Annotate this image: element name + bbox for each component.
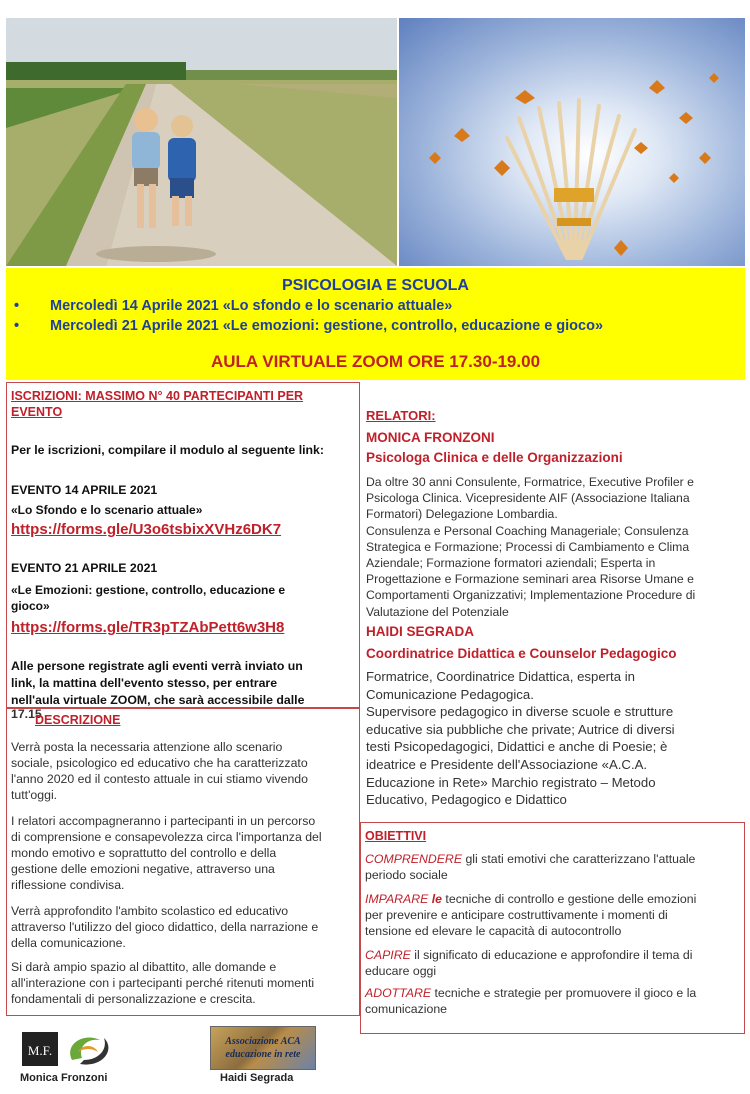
objective-2 xyxy=(365,891,743,939)
description-line: Verrà posta la necessaria attenzione allo scenario xyxy=(11,740,283,754)
event1-label: EVENTO 14 APRILE 2021 xyxy=(11,483,158,497)
objective-4 xyxy=(365,985,743,1017)
speaker1-bio-line: Formatori) Delegazione Lombardia. xyxy=(366,507,558,522)
description-paragraph-3 xyxy=(11,903,357,951)
mf-logo-text: M.F. xyxy=(27,1043,53,1058)
speaker1-bio-line: Aziendale; Formazione formatori aziendali; Esperta in xyxy=(366,556,656,571)
objective-2-key2: le xyxy=(428,892,443,906)
registration-title-line2: EVENTO xyxy=(11,405,63,419)
event2-title-line1: «Le Emozioni: gestione, controllo, educazione e xyxy=(11,583,286,597)
objective-2-key: IMPARARE xyxy=(365,892,429,906)
description-line: Verrà approfondito l'ambito scolastico ed educativo xyxy=(11,904,289,918)
description-title: DESCRIZIONE xyxy=(35,713,121,727)
speakers-title: RELATORI: xyxy=(366,408,436,423)
speaker2-role: Coordinatrice Didattica e Counselor Pedagogico xyxy=(366,646,677,661)
speaker2-name: HAIDI SEGRADA xyxy=(366,624,475,639)
banner-title: PSICOLOGIA E SCUOLA xyxy=(282,277,469,294)
banner-event-2 xyxy=(14,318,603,334)
objective-1 xyxy=(365,851,743,883)
registration-note-line1: Alle persone registrate agli eventi verrà inviato un xyxy=(11,659,303,673)
speaker2-bio xyxy=(366,668,742,809)
aca-logo-line1: Associazione ACA xyxy=(225,1036,301,1047)
speaker1-bio-line: Comportamenti Organizzativi; Implementazione Procedure di xyxy=(366,588,696,603)
speaker1-bio-line: Valutazione del Potenziale xyxy=(366,604,509,619)
objective-1-key: COMPRENDERE xyxy=(365,852,463,866)
event2-label: EVENTO 21 APRILE 2021 xyxy=(11,561,158,575)
description-line: fondamentali di personalizzazione e crescita. xyxy=(11,992,256,1006)
objective-4-text: comunicazione xyxy=(365,1002,448,1016)
description-line: di comprensione e consapevolezza circa l'importanza del xyxy=(11,830,322,844)
speaker2-bio-line: Formatrice, Coordinatrice Didattica, esperta in xyxy=(366,669,635,684)
speaker2-bio-line: educative sia pubbliche che private; Autrice di diversi xyxy=(366,721,675,737)
description-line: all'interazione con i partecipanti perché ritenuti momenti xyxy=(11,976,315,990)
banner-event-1 xyxy=(14,298,452,314)
objective-4-key: ADOTTARE xyxy=(365,986,432,1000)
description-line: l'anno 2020 ed il contesto attuale in cui stiamo vivendo xyxy=(11,772,308,786)
description-line: riflessione condivisa. xyxy=(11,878,125,892)
description-line: sociale, psicologico ed educativo che ha caratterizzato xyxy=(11,756,308,770)
speaker2-bio-line: testi Psicopedagogici, Didattici e anche di Poesie; è xyxy=(366,739,668,755)
banner-zoom-time: AULA VIRTUALE ZOOM ORE 17.30-19.00 xyxy=(210,352,541,371)
speaker2-bio-line: Educativo, Pedagogico e Didattico xyxy=(366,792,567,808)
speaker1-bio-line: Strategica e Formazione; Processi di Cambiamento e Clima xyxy=(366,539,690,554)
objective-2-text: tecniche di controllo e gestione delle emozioni xyxy=(442,892,697,906)
description-line: attraverso l'utilizzo del gioco didattico, della narrazione e xyxy=(11,920,319,934)
objective-1-text: periodo sociale xyxy=(365,868,448,882)
objective-2-text: tensione ed elevare le capacità di autocontrollo xyxy=(365,924,622,938)
aca-logo xyxy=(210,1026,316,1070)
speaker1-bio xyxy=(366,474,742,620)
speakers-section xyxy=(360,382,745,822)
speaker2-bio-line: Educazione in Rete» Marchio registrato – Metodo xyxy=(366,774,656,790)
photo-pencils-butterflies xyxy=(399,18,745,266)
speaker1-bio-line: Progettazione e Formazione seminari area Risorse Umane e xyxy=(366,572,694,587)
description-paragraph-4 xyxy=(11,959,357,1007)
photo-children-road xyxy=(6,18,397,266)
objective-4-text: tecniche e strategie per promuovere il gioco e la xyxy=(431,986,697,1000)
description-line: tutt'oggi. xyxy=(11,788,58,802)
objective-3 xyxy=(365,947,743,979)
speaker2-bio-line: ideatrice e Presidente dell'Associazione «A.C.A. xyxy=(366,756,648,772)
aca-logo-line2: educazione in rete xyxy=(225,1049,301,1060)
description-line: I relatori accompagneranno i partecipanti in un percorso xyxy=(11,814,316,828)
speaker1-role: Psicologa Clinica e delle Organizzazioni xyxy=(366,450,623,465)
event-banner xyxy=(6,268,745,380)
registration-title-line1: ISCRIZIONI: MASSIMO N° 40 PARTECIPANTI PER xyxy=(11,389,304,403)
description-line: Si darà ampio spazio al dibattito, alle domande e xyxy=(11,960,277,974)
objective-3-text: il significato di educazione e approfondire il tema di xyxy=(410,948,693,962)
event2-title-line2: gioco» xyxy=(11,599,50,613)
objective-3-text: educare oggi xyxy=(365,964,437,978)
bullet-icon: • xyxy=(14,318,20,334)
registration-note-line4: 17.15 xyxy=(11,707,42,721)
description-paragraph-2 xyxy=(11,813,357,893)
event1-title: «Lo Sfondo e lo scenario attuale» xyxy=(11,503,203,517)
objective-2-text: per prevenire e anticipare costruttivamente i momenti di xyxy=(365,908,668,922)
aca-logo-name: Haidi Segrada xyxy=(220,1072,294,1084)
mf-logo xyxy=(22,1030,114,1068)
speaker1-bio-line: Psicologa Clinica. Vicepresidente AIF (Associazione Italiana xyxy=(366,491,690,506)
registration-box xyxy=(6,382,360,708)
description-paragraph-1 xyxy=(11,739,357,803)
speaker1-bio-line: Consulenza e Personal Coaching Manageriale; Consulenza xyxy=(366,523,689,538)
objective-1-text: gli stati emotivi che caratterizzano l'attuale xyxy=(462,852,696,866)
description-box xyxy=(6,708,360,1016)
registration-intro: Per le iscrizioni, compilare il modulo al seguente link: xyxy=(11,443,324,457)
speaker1-name: MONICA FRONZONI xyxy=(366,430,495,445)
speaker2-bio-line: Supervisore pedagogico in diverse scuole e strutture xyxy=(366,704,674,720)
pencils-butterflies-illustration xyxy=(399,18,745,266)
mf-logo-name: Monica Fronzoni xyxy=(20,1072,108,1084)
objective-3-key: CAPIRE xyxy=(365,948,411,962)
mf-logo-icon xyxy=(22,1030,114,1068)
bullet-icon: • xyxy=(14,298,20,314)
description-line: gestione delle emozioni negative, attraverso una xyxy=(11,862,275,876)
objectives-box xyxy=(360,822,745,1034)
description-line: della comunicazione. xyxy=(11,936,126,950)
objectives-title: OBIETTIVI xyxy=(365,829,427,843)
speaker2-bio-line: Comunicazione Pedagogica. xyxy=(366,686,534,702)
event1-registration-link[interactable]: https://forms.gle/U3o6tsbixXVHz6DK7 xyxy=(11,521,282,538)
banner-event-2-text: Mercoledì 21 Aprile 2021 «Le emozioni: gestione, controllo, educazione e gioco» xyxy=(50,318,604,334)
speaker1-bio-line: Da oltre 30 anni Consulente, Formatrice, Executive Profiler e xyxy=(366,475,694,489)
children-road-illustration xyxy=(6,18,397,266)
registration-note-line3: nell'aula virtuale ZOOM, che sarà accessibile dalle xyxy=(11,693,305,707)
banner-event-1-text: Mercoledì 14 Aprile 2021 «Lo sfondo e lo scenario attuale» xyxy=(50,298,453,314)
description-line: mondo emotivo e soprattutto del controllo e della xyxy=(11,846,277,860)
registration-note-line2: link, la mattina dell'evento stesso, per entrare xyxy=(11,676,278,690)
event2-registration-link[interactable]: https://forms.gle/TR3pTZAbPett6w3H8 xyxy=(11,619,285,636)
